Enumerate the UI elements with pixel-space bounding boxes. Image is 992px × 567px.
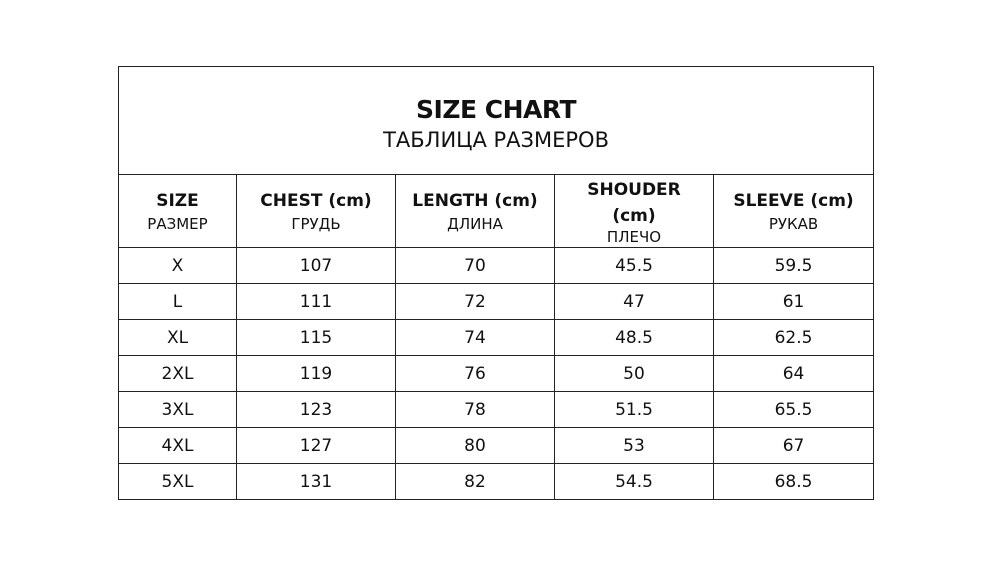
cell-length: 72 (396, 284, 555, 320)
header-sleeve (714, 175, 874, 248)
cell-chest: 111 (237, 284, 396, 320)
cell-chest: 119 (237, 356, 396, 392)
cell-size: X (119, 248, 237, 284)
cell-chest: 115 (237, 320, 396, 356)
header-chest (237, 175, 396, 248)
size-chart-table (118, 66, 874, 500)
header-shoulder-en-line2: (cm) (612, 206, 656, 226)
table-row (119, 320, 874, 356)
cell-sleeve: 61 (714, 284, 874, 320)
cell-sleeve: 59.5 (714, 248, 874, 284)
header-shoulder (555, 175, 714, 248)
table-row (119, 248, 874, 284)
header-shoulder-en-line1: SHOUDER (587, 180, 681, 200)
cell-chest: 131 (237, 464, 396, 500)
cell-length: 78 (396, 392, 555, 428)
header-chest-en: CHEST (cm) (260, 191, 372, 211)
cell-sleeve: 62.5 (714, 320, 874, 356)
header-sleeve-ru: РУКАВ (768, 215, 819, 233)
cell-sleeve: 64 (714, 356, 874, 392)
cell-size: 2XL (119, 356, 237, 392)
cell-shoulder: 45.5 (555, 248, 714, 284)
cell-shoulder: 48.5 (555, 320, 714, 356)
cell-size: 5XL (119, 464, 237, 500)
cell-size: 3XL (119, 392, 237, 428)
title-cell (119, 67, 874, 175)
table-row (119, 464, 874, 500)
header-size-en: SIZE (156, 191, 199, 211)
cell-size: L (119, 284, 237, 320)
header-length-ru: ДЛИНА (447, 215, 503, 233)
cell-shoulder: 50 (555, 356, 714, 392)
cell-chest: 107 (237, 248, 396, 284)
cell-shoulder: 53 (555, 428, 714, 464)
title-row (119, 67, 874, 175)
cell-sleeve: 65.5 (714, 392, 874, 428)
table-row (119, 284, 874, 320)
cell-length: 82 (396, 464, 555, 500)
cell-size: XL (119, 320, 237, 356)
cell-chest: 123 (237, 392, 396, 428)
cell-length: 76 (396, 356, 555, 392)
cell-length: 80 (396, 428, 555, 464)
table-body (119, 248, 874, 500)
cell-shoulder: 51.5 (555, 392, 714, 428)
table-row (119, 392, 874, 428)
header-length-en: LENGTH (cm) (412, 191, 538, 211)
cell-size: 4XL (119, 428, 237, 464)
header-row (119, 175, 874, 248)
cell-sleeve: 67 (714, 428, 874, 464)
chart-title: SIZE CHART (416, 95, 577, 124)
cell-length: 74 (396, 320, 555, 356)
cell-chest: 127 (237, 428, 396, 464)
header-shoulder-ru: ПЛЕЧО (606, 228, 662, 246)
cell-shoulder: 47 (555, 284, 714, 320)
cell-shoulder: 54.5 (555, 464, 714, 500)
header-length (396, 175, 555, 248)
header-size (119, 175, 237, 248)
header-sleeve-en: SLEEVE (cm) (733, 191, 854, 211)
cell-length: 70 (396, 248, 555, 284)
header-size-ru: РАЗМЕР (147, 215, 208, 233)
table-row (119, 428, 874, 464)
table-row (119, 356, 874, 392)
cell-sleeve: 68.5 (714, 464, 874, 500)
header-chest-ru: ГРУДЬ (291, 215, 341, 233)
chart-subtitle: ТАБЛИЦА РАЗМЕРОВ (383, 128, 609, 152)
